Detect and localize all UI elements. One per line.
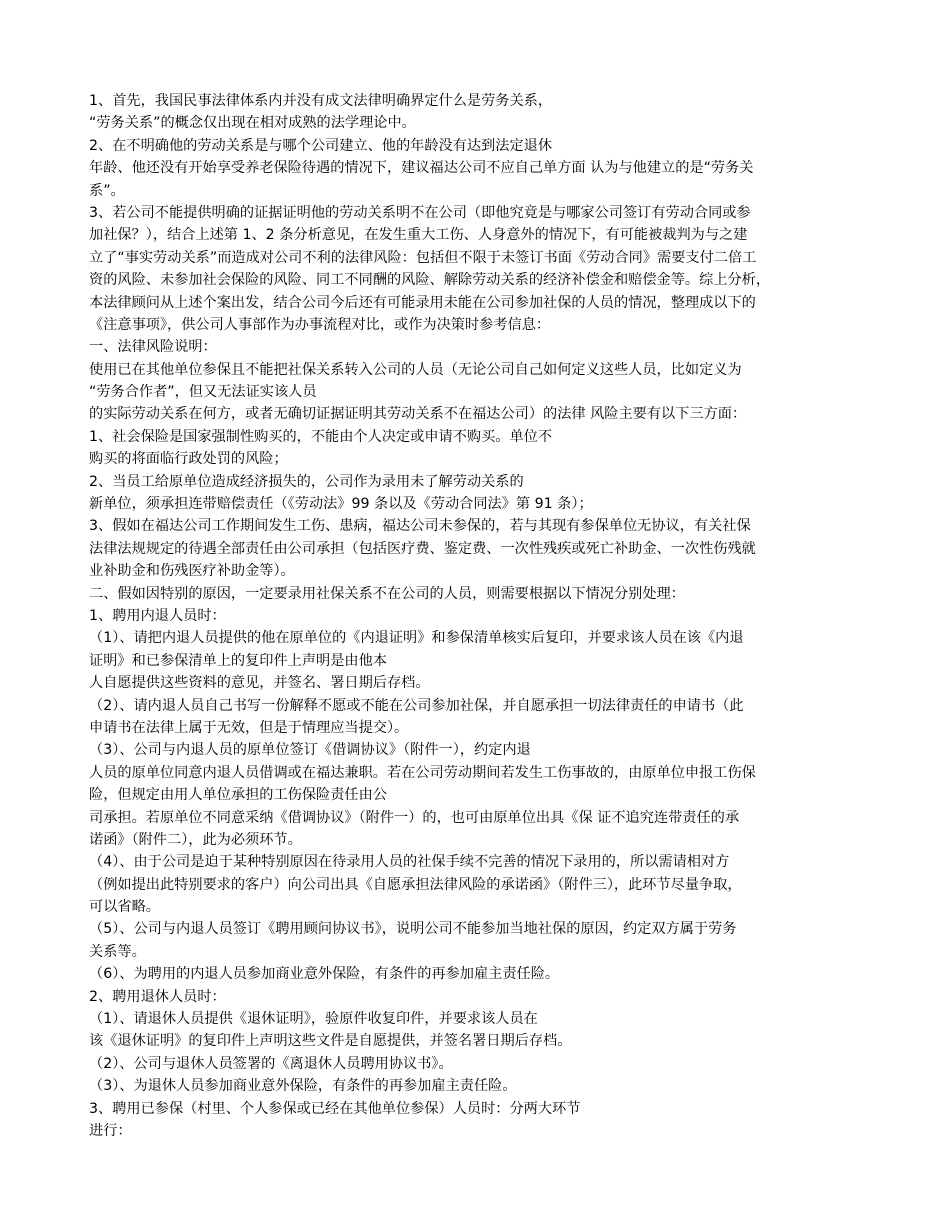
text-line: 3、假如在福达公司工作期间发生工伤、患病，福达公司未参保的，若与其现有参保单位无协议，有关社保 [89, 518, 751, 535]
text-line: （4）、由于公司是迫于某种特别原因在待录用人员的社保手续不完善的情况下录用的，所以需请相对方 [89, 854, 730, 871]
text-line: （5）、公司与内退人员签订《聘用顾问协议书》，说明公司不能参加当地社保的原因，约定双方属于劳务 [89, 921, 737, 938]
text-line: （3）、为退休人员参加商业意外保险，有条件的再参加雇主责任险。 [89, 1078, 517, 1095]
text-line: 人自愿提供这些资料的意见，并签名、署日期后存档。 [89, 675, 430, 692]
text-line: 2、当员工给原单位造成经济损失的，公司作为录用未了解劳动关系的 [89, 473, 524, 490]
text-line: 司承担。若原单位不同意采纳《借调协议》（附件一）的，也可由原单位出具《保 证不追究连带责任的承 [89, 809, 740, 826]
text-line: 险，但规定由用人单位承担的工伤保险责任由公 [89, 787, 387, 804]
text-line: 《注意事项》，供公司人事部作为办事流程对比，或作为决策时参考信息： [89, 316, 551, 333]
text-line: 人员的原单位同意内退人员借调或在福达兼职。若在公司劳动期间若发生工伤事故的，由原单位申报工伤保 [89, 764, 756, 781]
text-line: 购买的将面临行政处罚的风险； [89, 451, 288, 468]
text-line: （2）、请内退人员自己书写一份解释不愿或不能在公司参加社保，并自愿承担一切法律责任的申请书（此 [89, 697, 744, 714]
text-line: 本法律顾问从上述个案出发，结合公司今后还有可能录用未能在公司参加社保的人员的情况，整理成以下的 [89, 294, 756, 311]
text-line: 新单位，须承担连带赔偿责任（《劳动法》99 条以及《劳动合同法》第 91 条）； [89, 496, 593, 513]
text-line: 进行： [89, 1122, 132, 1139]
text-line: 年龄、他还没有开始享受养老保险待遇的情况下，建议福达公司不应自己单方面 认为与他建立的是“劳务关 [89, 160, 754, 177]
text-line: 2、在不明确他的劳动关系是与哪个公司建立、他的年龄没有达到法定退休 [89, 137, 553, 154]
text-line: 3、聘用已参保（村里、个人参保或已经在其他单位参保）人员时：分两大环节 [89, 1100, 581, 1117]
text-line: 证明》和已参保清单上的复印件上声明是由他本 [89, 652, 387, 669]
text-line: 资的风险、未参加社会保险的风险、同工不同酬的风险、解除劳动关系的经济补偿金和赔偿金等。综上分析， [89, 272, 771, 289]
text-line: “劳务合作者”，但又无法证实该人员 [89, 384, 317, 401]
text-line: 法律法规规定的待遇全部责任由公司承担（包括医疗费、鉴定费、一次性残疾或死亡补助金、一次性伤残就 [89, 540, 756, 557]
text-line: 业补助金和伤残医疗补助金等）。 [89, 563, 295, 580]
text-line: 诺函》（附件二），此为必须环节。 [89, 831, 302, 848]
text-line: （1）、请退休人员提供《退休证明》，验原件收复印件，并要求该人员在 [89, 1011, 538, 1028]
text-line: （6）、为聘用的内退人员参加商业意外保险，有条件的再参加雇主责任险。 [89, 966, 560, 983]
text-line: 1、首先，我国民事法律体系内并没有成文法律明确界定什么是劳务关系， [89, 93, 553, 109]
text-line: 可以省略。 [89, 899, 160, 916]
text-line: 关系等。 [89, 943, 146, 960]
document-body [89, 90, 869, 1142]
text-line: “劳务关系”的概念仅出现在相对成熟的法学理论中。 [89, 115, 416, 132]
text-line: 申请书在法律上属于无效，但是于情理应当提交）。 [89, 719, 409, 736]
text-line: （3）、公司与内退人员的原单位签订《借调协议》（附件一），约定内退 [89, 742, 531, 759]
text-line: （2）、公司与退休人员签署的《离退休人员聘用协议书》。 [89, 1055, 453, 1072]
text-line: 一、法律风险说明： [89, 339, 217, 356]
text-line: 使用已在其他单位参保且不能把社保关系转入公司的人员（无论公司自己如何定义这些人员，比如定义为 [89, 361, 742, 378]
text-line: 1、聘用内退人员时： [89, 607, 226, 624]
text-line: 1、社会保险是国家强制性购买的，不能由个人决定或申请不购买。单位不 [89, 428, 553, 445]
text-line: （例如提出此特别要求的客户）向公司出具《自愿承担法律风险的承诺函》（附件三），此环节尽量争取， [89, 876, 742, 893]
text-line: 该《退休证明》的复印件上声明这些文件是自愿提供，并签名署日期后存档。 [89, 1033, 572, 1050]
text-line: 系”。 [89, 182, 125, 199]
text-line: 立了“事实劳动关系”而造成对公司不利的法律风险：包括但不限于未签订书面《劳动合同》需要支付二倍工 [89, 249, 757, 266]
text-line: 3、若公司不能提供明确的证据证明他的劳动关系明不在公司（即他究竟是与哪家公司签订有劳动合同或参 [89, 204, 751, 221]
text-line: 的实际劳动关系在何方，或者无确切证据证明其劳动关系不在福达公司）的法律 风险主要有以下三方面： [89, 406, 747, 423]
text-line: 加社保？），结合上述第 1、2 条分析意见，在发生重大工伤、人身意外的情况下，有可能被裁判为与之建 [89, 227, 748, 244]
text-line: 二、假如因特别的原因，一定要录用社保关系不在公司的人员，则需要根据以下情况分别处理： [89, 585, 685, 602]
text-line: （1）、请把内退人员提供的他在原单位的《内退证明》和参保清单核实后复印，并要求该人员在该《内退 [89, 630, 744, 647]
text-line: 2、聘用退休人员时： [89, 988, 226, 1005]
